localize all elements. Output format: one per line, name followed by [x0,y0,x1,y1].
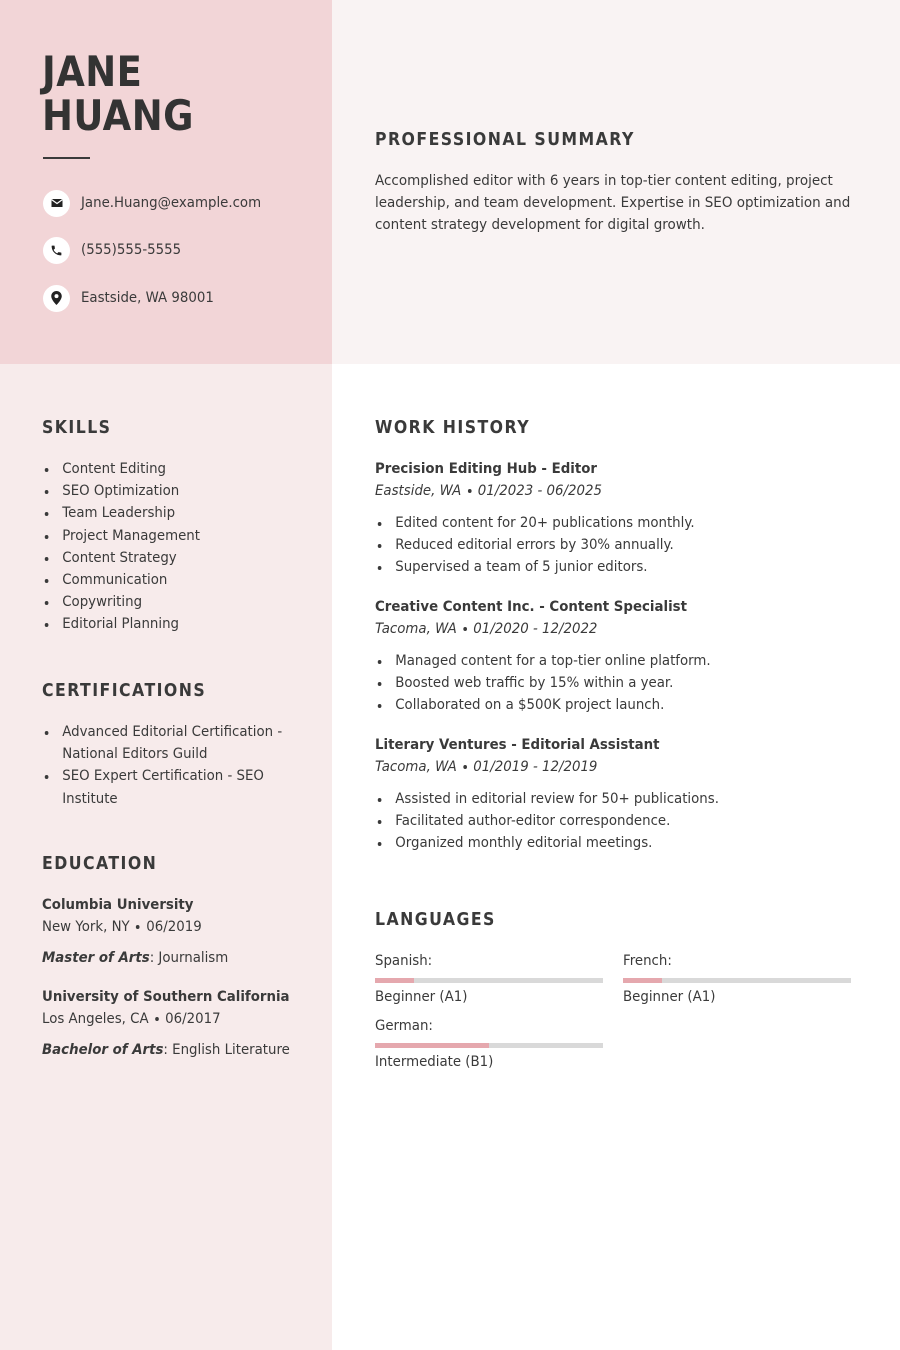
language-proficiency-fill [375,1043,489,1048]
skill-item: Project Management [42,525,300,547]
skill-item: Communication [42,569,300,591]
summary-heading: PROFESSIONAL SUMMARY [375,130,635,150]
language-item [375,1016,603,1072]
contact-email[interactable]: Jane.Huang@example.com [81,195,262,211]
separator-dot [463,765,467,769]
last-name: HUANG [42,91,194,140]
skills-heading: SKILLS [42,418,112,438]
job-bullet: Supervised a team of 5 junior editors. [375,556,835,578]
contact-phone[interactable]: (555)555-5555 [81,242,182,258]
education-location: New York, NY [42,919,130,935]
job-bullet: Collaborated on a $500K project launch. [375,694,835,716]
job-title: Precision Editing Hub - Editor [375,461,597,477]
skill-item: Content Strategy [42,547,300,569]
language-item [623,951,851,1007]
education-entry [42,894,309,969]
language-level: Beginner (A1) [623,989,716,1005]
job-location: Tacoma, WA [375,759,457,775]
degree-name: Bachelor of Arts [42,1042,164,1058]
candidate-name [42,47,194,140]
job-location: Eastside, WA [375,483,462,499]
education-location: Los Angeles, CA [42,1011,149,1027]
contact-phone-row[interactable] [43,236,190,264]
degree-field: : English Literature [163,1042,290,1058]
language-level: Intermediate (B1) [375,1054,494,1070]
job-meta [375,618,835,640]
job-dates: 01/2020 - 12/2022 [473,621,598,637]
language-item [375,951,603,1007]
job-bullet: Edited content for 20+ publications monthly. [375,512,835,534]
degree-name: Master of Arts [42,950,150,966]
first-name: JANE [42,47,143,96]
contact-location-row [43,284,225,312]
education-entry [42,986,309,1061]
separator-dot [136,925,140,929]
certifications-heading: CERTIFICATIONS [42,681,207,701]
job-meta [375,480,835,502]
summary-text: Accomplished editor with 6 years in top-tier content editing, project leadership, and team development. Expertise in SEO optimization and content strategy development for digital growth. [375,173,851,233]
language-name: Spanish: [375,953,433,969]
separator-dot [468,489,472,493]
language-proficiency-bar [375,978,603,983]
skill-item: Team Leadership [42,502,300,524]
job-bullet: Boosted web traffic by 15% within a year. [375,672,835,694]
name-divider [43,157,90,159]
job-bullet: Facilitated author-editor correspondence. [375,810,835,832]
work-history-heading: WORK HISTORY [375,418,531,438]
contact-email-row[interactable] [43,189,277,217]
language-level: Beginner (A1) [375,989,468,1005]
certifications-list [42,721,290,810]
job-dates: 01/2019 - 12/2019 [473,759,598,775]
job-bullet: Assisted in editorial review for 50+ publications. [375,788,835,810]
education-location-date [42,1008,309,1030]
certification-item: Advanced Editorial Certification - National Editors Guild [42,721,290,765]
skill-item: SEO Optimization [42,480,300,502]
language-proficiency-bar [375,1043,603,1048]
certification-item: SEO Expert Certification - SEO Institute [42,765,290,809]
job-entry [375,458,835,579]
job-meta [375,756,835,778]
education-heading: EDUCATION [42,854,158,874]
language-name: German: [375,1018,433,1034]
education-degree [42,947,309,969]
skill-item: Editorial Planning [42,613,300,635]
education-date: 06/2019 [146,919,202,935]
job-title: Literary Ventures - Editorial Assistant [375,737,660,753]
language-proficiency-bar [623,978,851,983]
job-entry [375,734,835,855]
job-bullet: Managed content for a top-tier online platform. [375,650,835,672]
education-degree [42,1039,309,1061]
languages-heading: LANGUAGES [375,910,496,930]
education-location-date [42,916,309,938]
education-school: University of Southern California [42,989,290,1005]
skills-list [42,458,300,636]
job-bullet: Organized monthly editorial meetings. [375,832,835,854]
language-proficiency-fill [623,978,662,983]
job-location: Tacoma, WA [375,621,457,637]
education-date: 06/2017 [165,1011,221,1027]
separator-dot [155,1017,159,1021]
job-bullet: Reduced editorial errors by 30% annually. [375,534,835,556]
skill-item: Content Editing [42,458,300,480]
language-name: French: [623,953,672,969]
separator-dot [463,627,467,631]
skill-item: Copywriting [42,591,300,613]
job-title: Creative Content Inc. - Content Specialist [375,599,687,615]
contact-location: Eastside, WA 98001 [81,290,214,306]
language-proficiency-fill [375,978,414,983]
degree-field: : Journalism [149,950,229,966]
mail-icon [43,190,70,217]
job-entry [375,596,835,717]
education-school: Columbia University [42,897,194,913]
job-dates: 01/2023 - 06/2025 [477,483,602,499]
phone-icon [43,237,70,264]
map-pin-icon [43,285,70,312]
